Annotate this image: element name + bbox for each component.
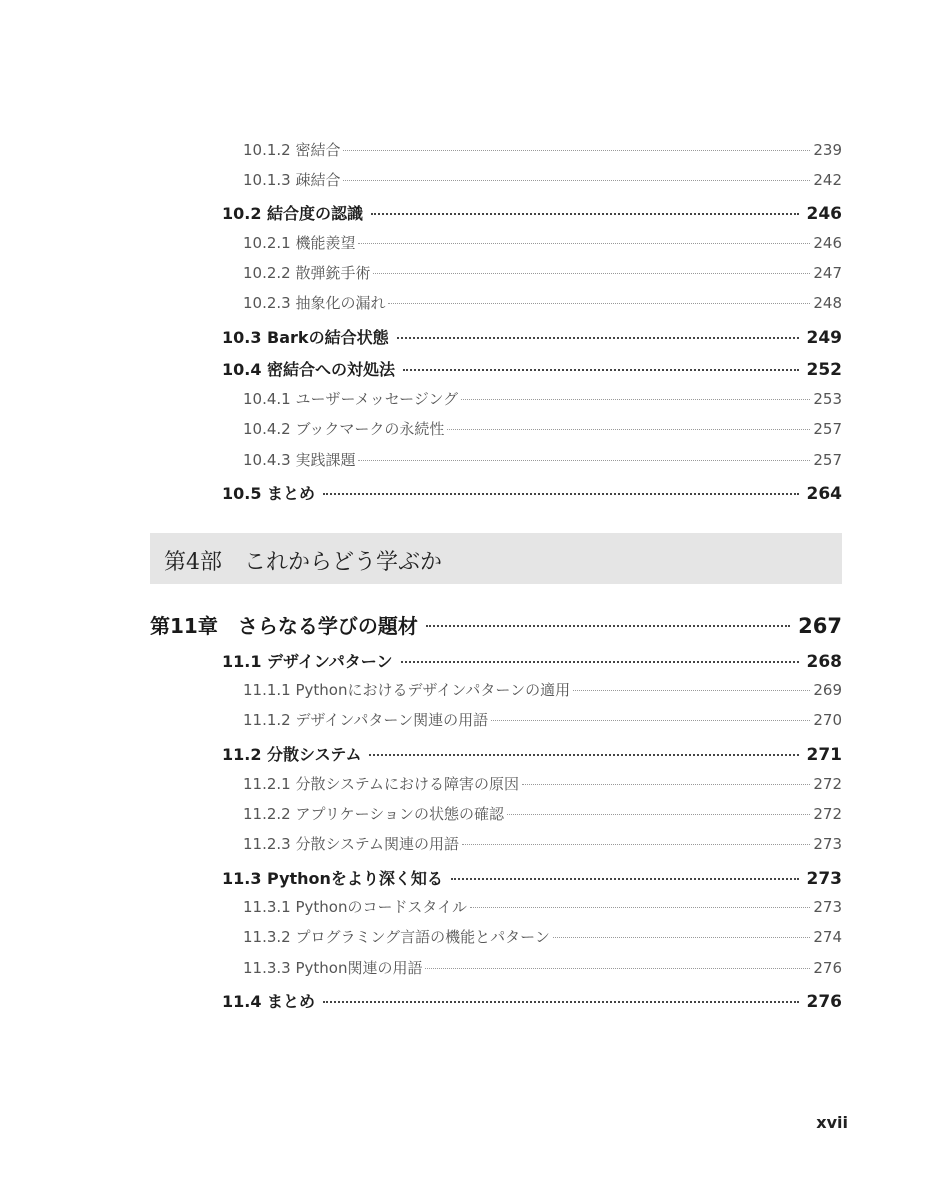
- dot-leader: [470, 892, 810, 908]
- toc-section-page: 249: [806, 328, 842, 348]
- dot-leader: [403, 353, 798, 371]
- page-number: xvii: [816, 1113, 848, 1132]
- toc-section[interactable]: [222, 866, 842, 889]
- toc-entry-title: 11.1.2 デザインパターン関連の用語: [243, 711, 489, 729]
- toc-entry-page: 257: [813, 420, 842, 438]
- toc-entry[interactable]: [243, 169, 842, 190]
- toc-entry-title: 11.3.1 Pythonのコードスタイル: [243, 898, 468, 916]
- dot-leader: [358, 228, 810, 244]
- toc-entry-title: 10.2.1 機能羨望: [243, 234, 356, 252]
- toc-section[interactable]: [222, 481, 842, 504]
- toc-entry-page: 253: [813, 390, 842, 408]
- dot-leader: [447, 414, 810, 430]
- toc-section[interactable]: [222, 649, 842, 672]
- toc-section-page: 276: [806, 992, 842, 1012]
- dot-leader: [369, 738, 798, 756]
- toc-entry[interactable]: [243, 803, 842, 824]
- toc-section-title: 11.1 デザインパターン: [222, 652, 393, 671]
- toc-section-page: 271: [806, 745, 842, 765]
- toc-entry[interactable]: [243, 418, 842, 439]
- toc-section-title: 10.5 まとめ: [222, 484, 316, 503]
- dot-leader: [388, 288, 810, 304]
- dot-leader: [358, 445, 810, 461]
- toc-entry[interactable]: [243, 679, 842, 700]
- toc-entry-title: 10.2.3 抽象化の漏れ: [243, 294, 386, 312]
- toc-entry-page: 247: [813, 264, 842, 282]
- toc-entry[interactable]: [243, 926, 842, 947]
- toc-entry-page: 246: [813, 234, 842, 252]
- toc-section-title: 11.3 Pythonをより深く知る: [222, 869, 443, 888]
- dot-leader: [451, 862, 799, 880]
- dot-leader: [573, 675, 810, 691]
- part-heading-band: [150, 533, 842, 584]
- toc-entry-page: 239: [813, 141, 842, 159]
- dot-leader: [323, 477, 798, 495]
- toc-entry-page: 276: [813, 959, 842, 977]
- toc-section[interactable]: [222, 325, 842, 348]
- toc-section-page: 273: [806, 869, 842, 889]
- toc-entry[interactable]: [243, 896, 842, 917]
- toc-entry-title: 11.2.2 アプリケーションの状態の確認: [243, 805, 504, 823]
- dot-leader: [522, 769, 810, 785]
- dot-leader: [507, 799, 810, 815]
- dot-leader: [553, 922, 810, 938]
- toc-entry-title: 10.1.2 密結合: [243, 141, 341, 159]
- toc-section-title: 10.3 Barkの結合状態: [222, 328, 389, 347]
- toc-section-page: 252: [806, 360, 842, 380]
- dot-leader: [373, 258, 810, 274]
- toc-section-title: 10.2 結合度の認識: [222, 204, 364, 223]
- dot-leader: [343, 135, 810, 151]
- part-title: 第4部 これからどう学ぶか: [164, 550, 442, 575]
- dot-leader: [425, 953, 810, 969]
- toc-entry[interactable]: [243, 709, 842, 730]
- toc-section[interactable]: [222, 989, 842, 1012]
- toc-section[interactable]: [222, 357, 842, 380]
- toc-section[interactable]: [222, 742, 842, 765]
- toc-entry-page: 273: [813, 835, 842, 853]
- toc-entry[interactable]: [243, 773, 842, 794]
- toc-entry[interactable]: [243, 232, 842, 253]
- toc-chapter[interactable]: [150, 610, 842, 639]
- toc-section-title: 10.4 密結合への対処法: [222, 360, 396, 379]
- toc-entry[interactable]: [243, 957, 842, 978]
- toc-section-title: 11.4 まとめ: [222, 992, 316, 1011]
- toc-entry-title: 11.3.3 Python関連の用語: [243, 959, 423, 977]
- toc-entry-title: 10.4.2 ブックマークの永続性: [243, 420, 445, 438]
- dot-leader: [401, 645, 799, 663]
- toc-entry[interactable]: [243, 262, 842, 283]
- dot-leader: [491, 705, 810, 721]
- toc-entry-page: 272: [813, 805, 842, 823]
- toc-entry-title: 10.4.1 ユーザーメッセージング: [243, 390, 459, 408]
- toc-entry[interactable]: [243, 388, 842, 409]
- toc-entry-title: 10.2.2 散弾銃手術: [243, 264, 371, 282]
- toc-entry-title: 10.4.3 実践課題: [243, 451, 356, 469]
- chapter-page: 267: [798, 614, 842, 638]
- dot-leader: [323, 985, 798, 1003]
- toc-entry-page: 274: [813, 928, 842, 946]
- toc-entry-title: 11.2.1 分散システムにおける障害の原因: [243, 775, 519, 793]
- toc-entry[interactable]: [243, 292, 842, 313]
- toc-entry[interactable]: [243, 139, 842, 160]
- toc-section-title: 11.2 分散システム: [222, 745, 362, 764]
- toc-entry-page: 272: [813, 775, 842, 793]
- toc-section-page: 246: [806, 204, 842, 224]
- toc-entry-page: 242: [813, 171, 842, 189]
- dot-leader: [426, 605, 790, 627]
- toc-entry-page: 270: [813, 711, 842, 729]
- toc-entry-page: 257: [813, 451, 842, 469]
- toc-section-page: 264: [806, 484, 842, 504]
- toc-entry-title: 11.2.3 分散システム関連の用語: [243, 835, 459, 853]
- dot-leader: [343, 165, 810, 181]
- dot-leader: [461, 384, 810, 400]
- dot-leader: [371, 197, 798, 215]
- toc-entry-page: 273: [813, 898, 842, 916]
- toc-entry-title: 10.1.3 疎結合: [243, 171, 341, 189]
- toc-section-page: 268: [806, 652, 842, 672]
- chapter-title: 第11章 さらなる学びの題材: [150, 614, 418, 638]
- toc-entry[interactable]: [243, 449, 842, 470]
- toc-entry-page: 248: [813, 294, 842, 312]
- toc-entry[interactable]: [243, 833, 842, 854]
- toc-entry-title: 11.3.2 プログラミング言語の機能とパターン: [243, 928, 550, 946]
- dot-leader: [462, 829, 810, 845]
- toc-entry-title: 11.1.1 Pythonにおけるデザインパターンの適用: [243, 681, 571, 699]
- toc-section[interactable]: [222, 201, 842, 224]
- dot-leader: [397, 321, 799, 339]
- toc-entry-page: 269: [813, 681, 842, 699]
